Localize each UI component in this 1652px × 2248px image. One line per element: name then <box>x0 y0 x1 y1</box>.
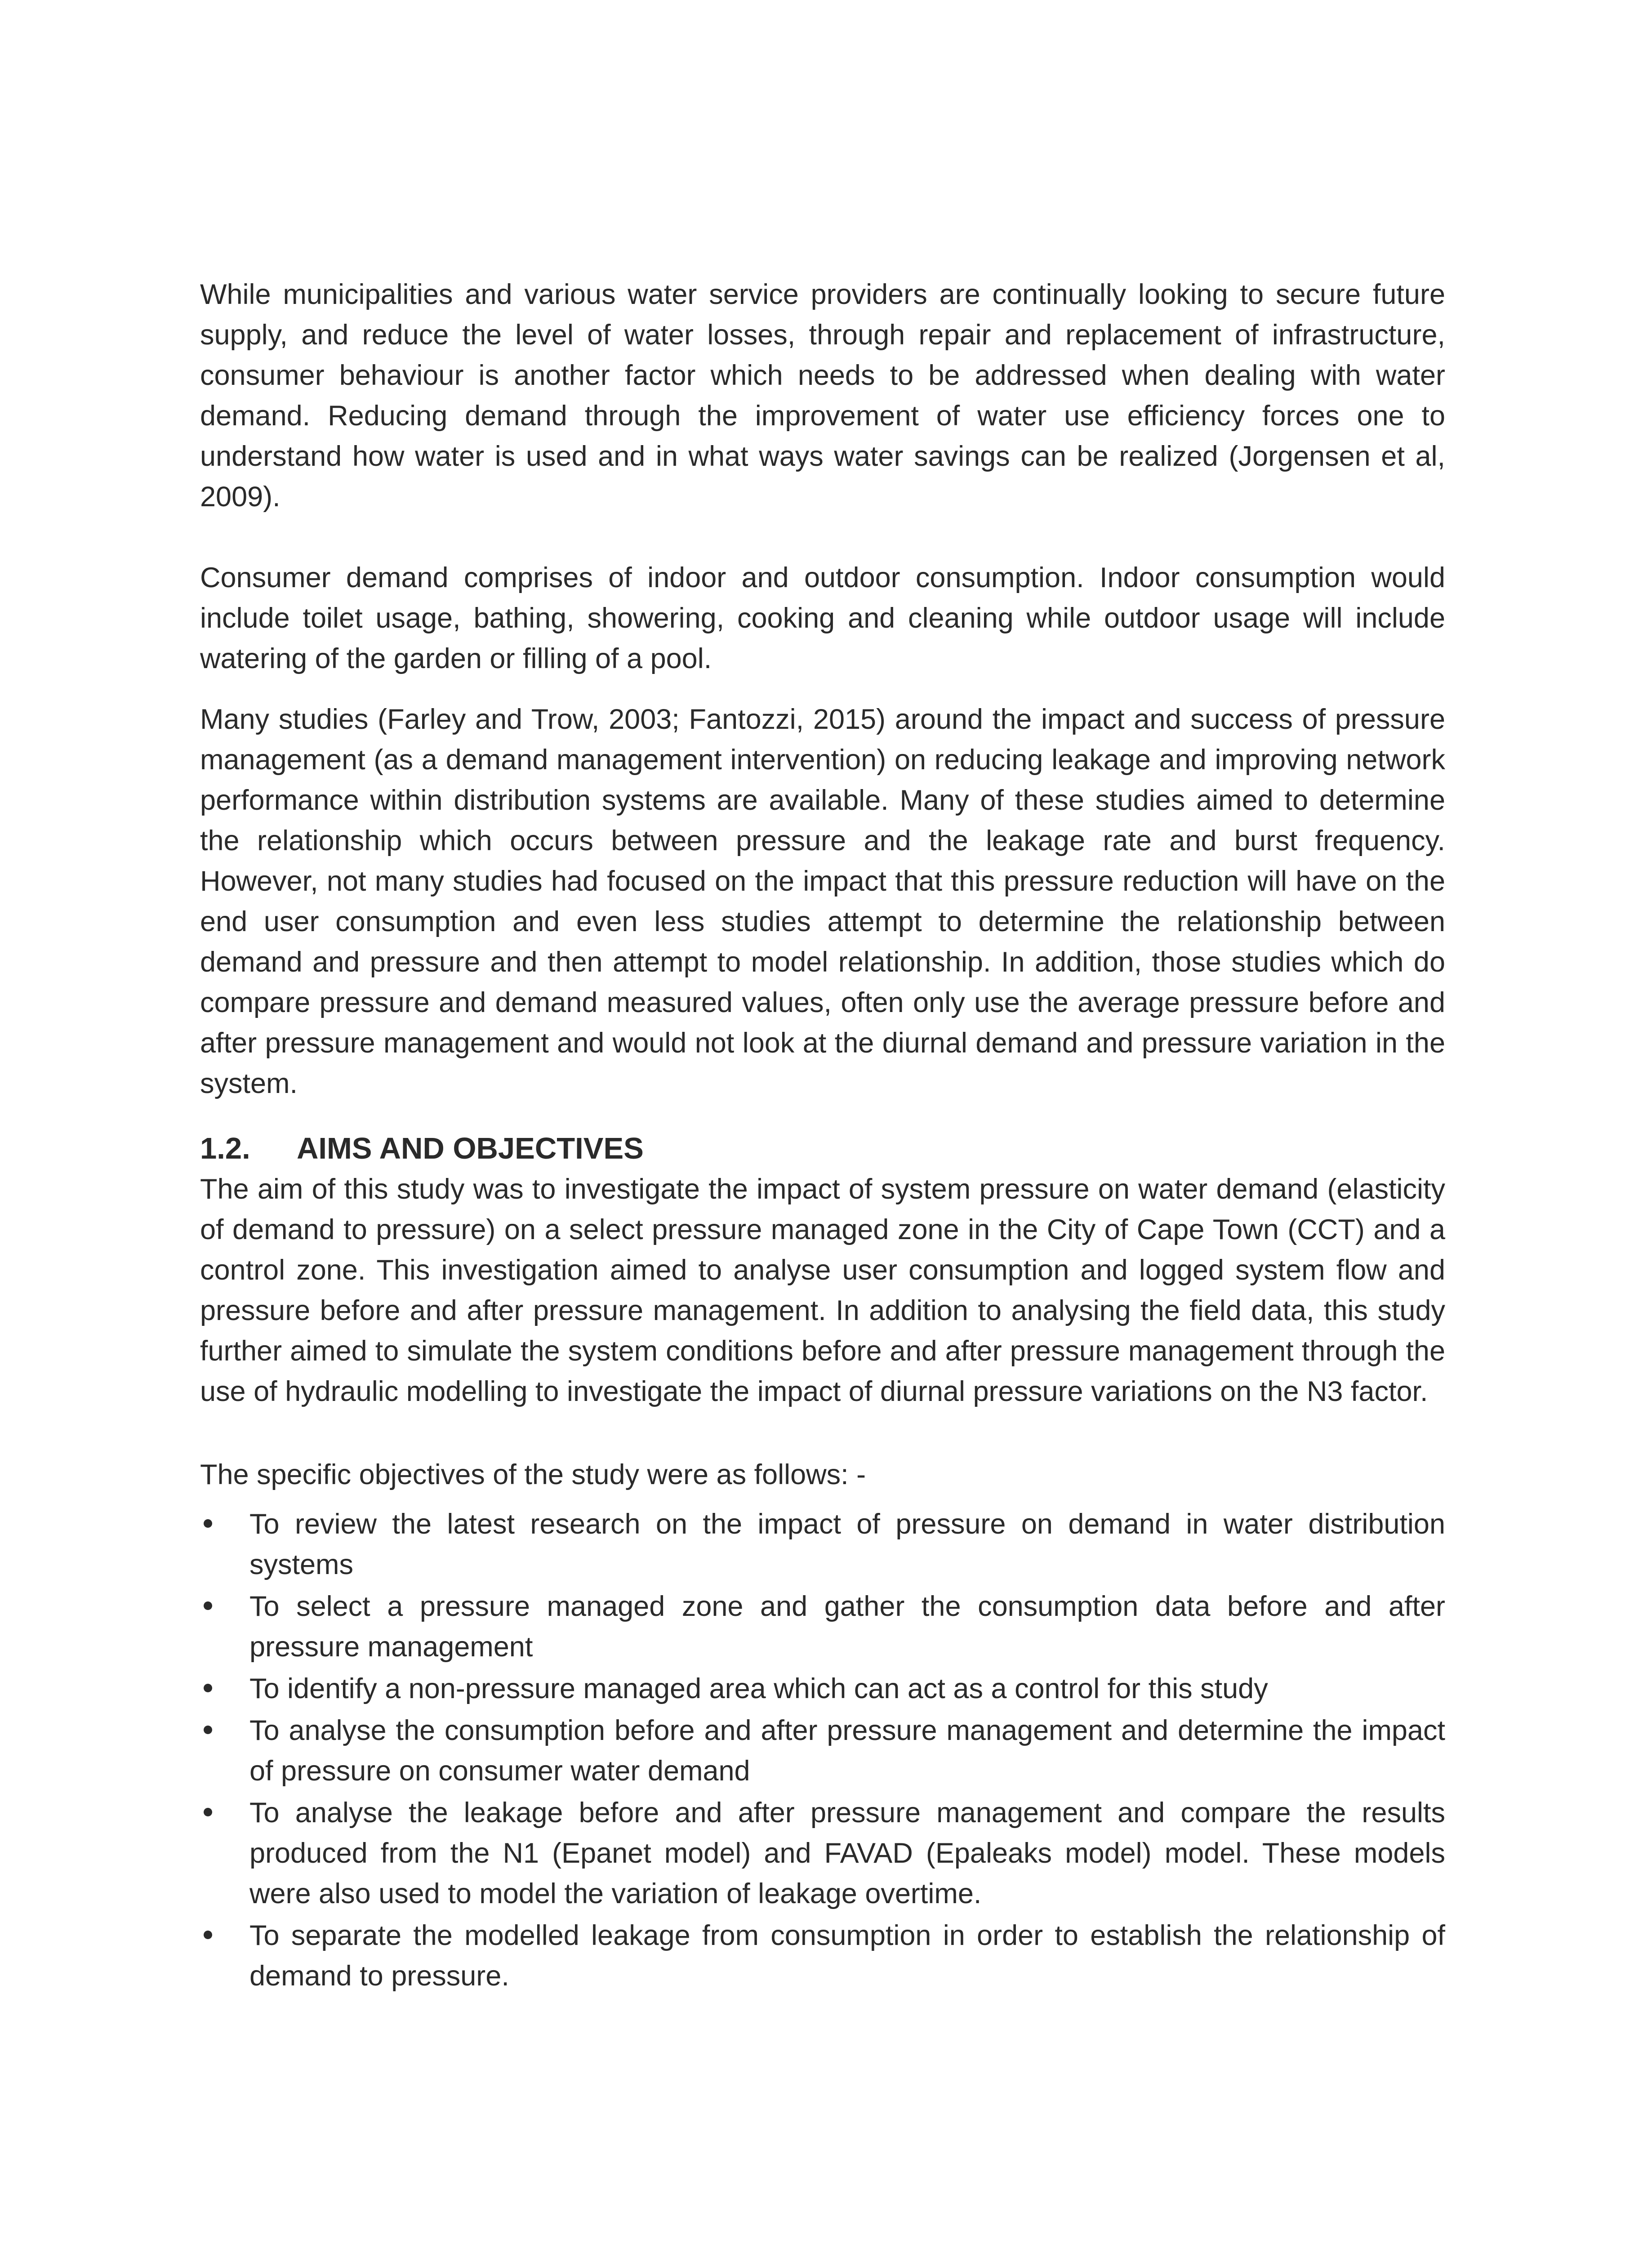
bullet-icon <box>204 1931 212 1939</box>
list-item-text: To identify a non-pressure managed area which can act as a control for this study <box>249 1673 1268 1704</box>
body-paragraph-3: Many studies (Farley and Trow, 2003; Fantozzi, 2015) around the impact and success of pressure management (as a demand management intervention) on reducing leakage and improving network performance within distribution systems are available. Many of these studies aimed to determine the relationship which occurs between pressure and the leakage rate and burst frequency. However, not many studies had focused on the impact that this pressure reduction will have on the end user consumption and even less studies attempt to determine the relationship between demand and pressure and then attempt to model relationship. In addition, those studies which do compare pressure and demand measured values, often only use the average pressure before and after pressure management and would not look at the diurnal demand and pressure variation in the system. <box>200 704 1445 1099</box>
bullet-icon <box>204 1808 212 1816</box>
section-heading <box>200 1128 1445 1169</box>
list-item-text: To review the latest research on the impact of pressure on demand in water distribution systems <box>249 1508 1445 1580</box>
list-item-text: To select a pressure managed zone and gather the consumption data before and after pressure management <box>249 1591 1445 1663</box>
list-item-text: To analyse the leakage before and after pressure management and compare the results produced from the N1 (Epanet model) and FAVAD (Epaleaks model) model. These models were also used to model the variation of leakage overtime. <box>249 1797 1445 1909</box>
list-item <box>200 1668 1445 1709</box>
list-item <box>200 1793 1445 1914</box>
list-item-text: To analyse the consumption before and after pressure management and determine the impact of pressure on consumer water demand <box>249 1715 1445 1787</box>
bullet-icon <box>204 1726 212 1734</box>
list-item <box>200 1504 1445 1585</box>
bullet-icon <box>204 1519 212 1528</box>
section-paragraph-aim: The aim of this study was to investigate the impact of system pressure on water demand (elasticity of demand to pressure) on a select pressure managed zone in the City of Cape Town (CCT) and a control zone. This investigation aimed to analyse user consumption and logged system flow and pressure before and after pressure management. In addition to analysing the field data, this study further aimed to simulate the system conditions before and after pressure management through the use of hydraulic modelling to investigate the impact of diurnal pressure variations on the N3 factor. <box>200 1173 1445 1407</box>
list-item <box>200 1710 1445 1791</box>
objectives-list <box>200 1504 1445 1996</box>
section-title: AIMS AND OBJECTIVES <box>297 1132 644 1165</box>
list-item <box>200 1586 1445 1667</box>
body-paragraph-2: Consumer demand comprises of indoor and outdoor consumption. Indoor consumption would include toilet usage, bathing, showering, cooking and cleaning while outdoor usage will include watering of the garden or filling of a pool. <box>200 562 1445 674</box>
list-item-text: To separate the modelled leakage from consumption in order to establish the relationship of demand to pressure. <box>249 1920 1445 1992</box>
list-item <box>200 1915 1445 1996</box>
bullet-icon <box>204 1684 212 1692</box>
page-content <box>200 274 1445 1998</box>
section-paragraph-objectives-intro: The specific objectives of the study were as follows: - <box>200 1459 866 1490</box>
section-number: 1.2. <box>200 1132 250 1165</box>
body-paragraph-1: While municipalities and various water service providers are continually looking to secure future supply, and reduce the level of water losses, through repair and replacement of infrastructure, consumer behaviour is another factor which needs to be addressed when dealing with water demand. Reducing demand through the improvement of water use efficiency forces one to understand how water is used and in what ways water savings can be realized (Jorgensen et al, 2009). <box>200 279 1445 513</box>
bullet-icon <box>204 1601 212 1610</box>
